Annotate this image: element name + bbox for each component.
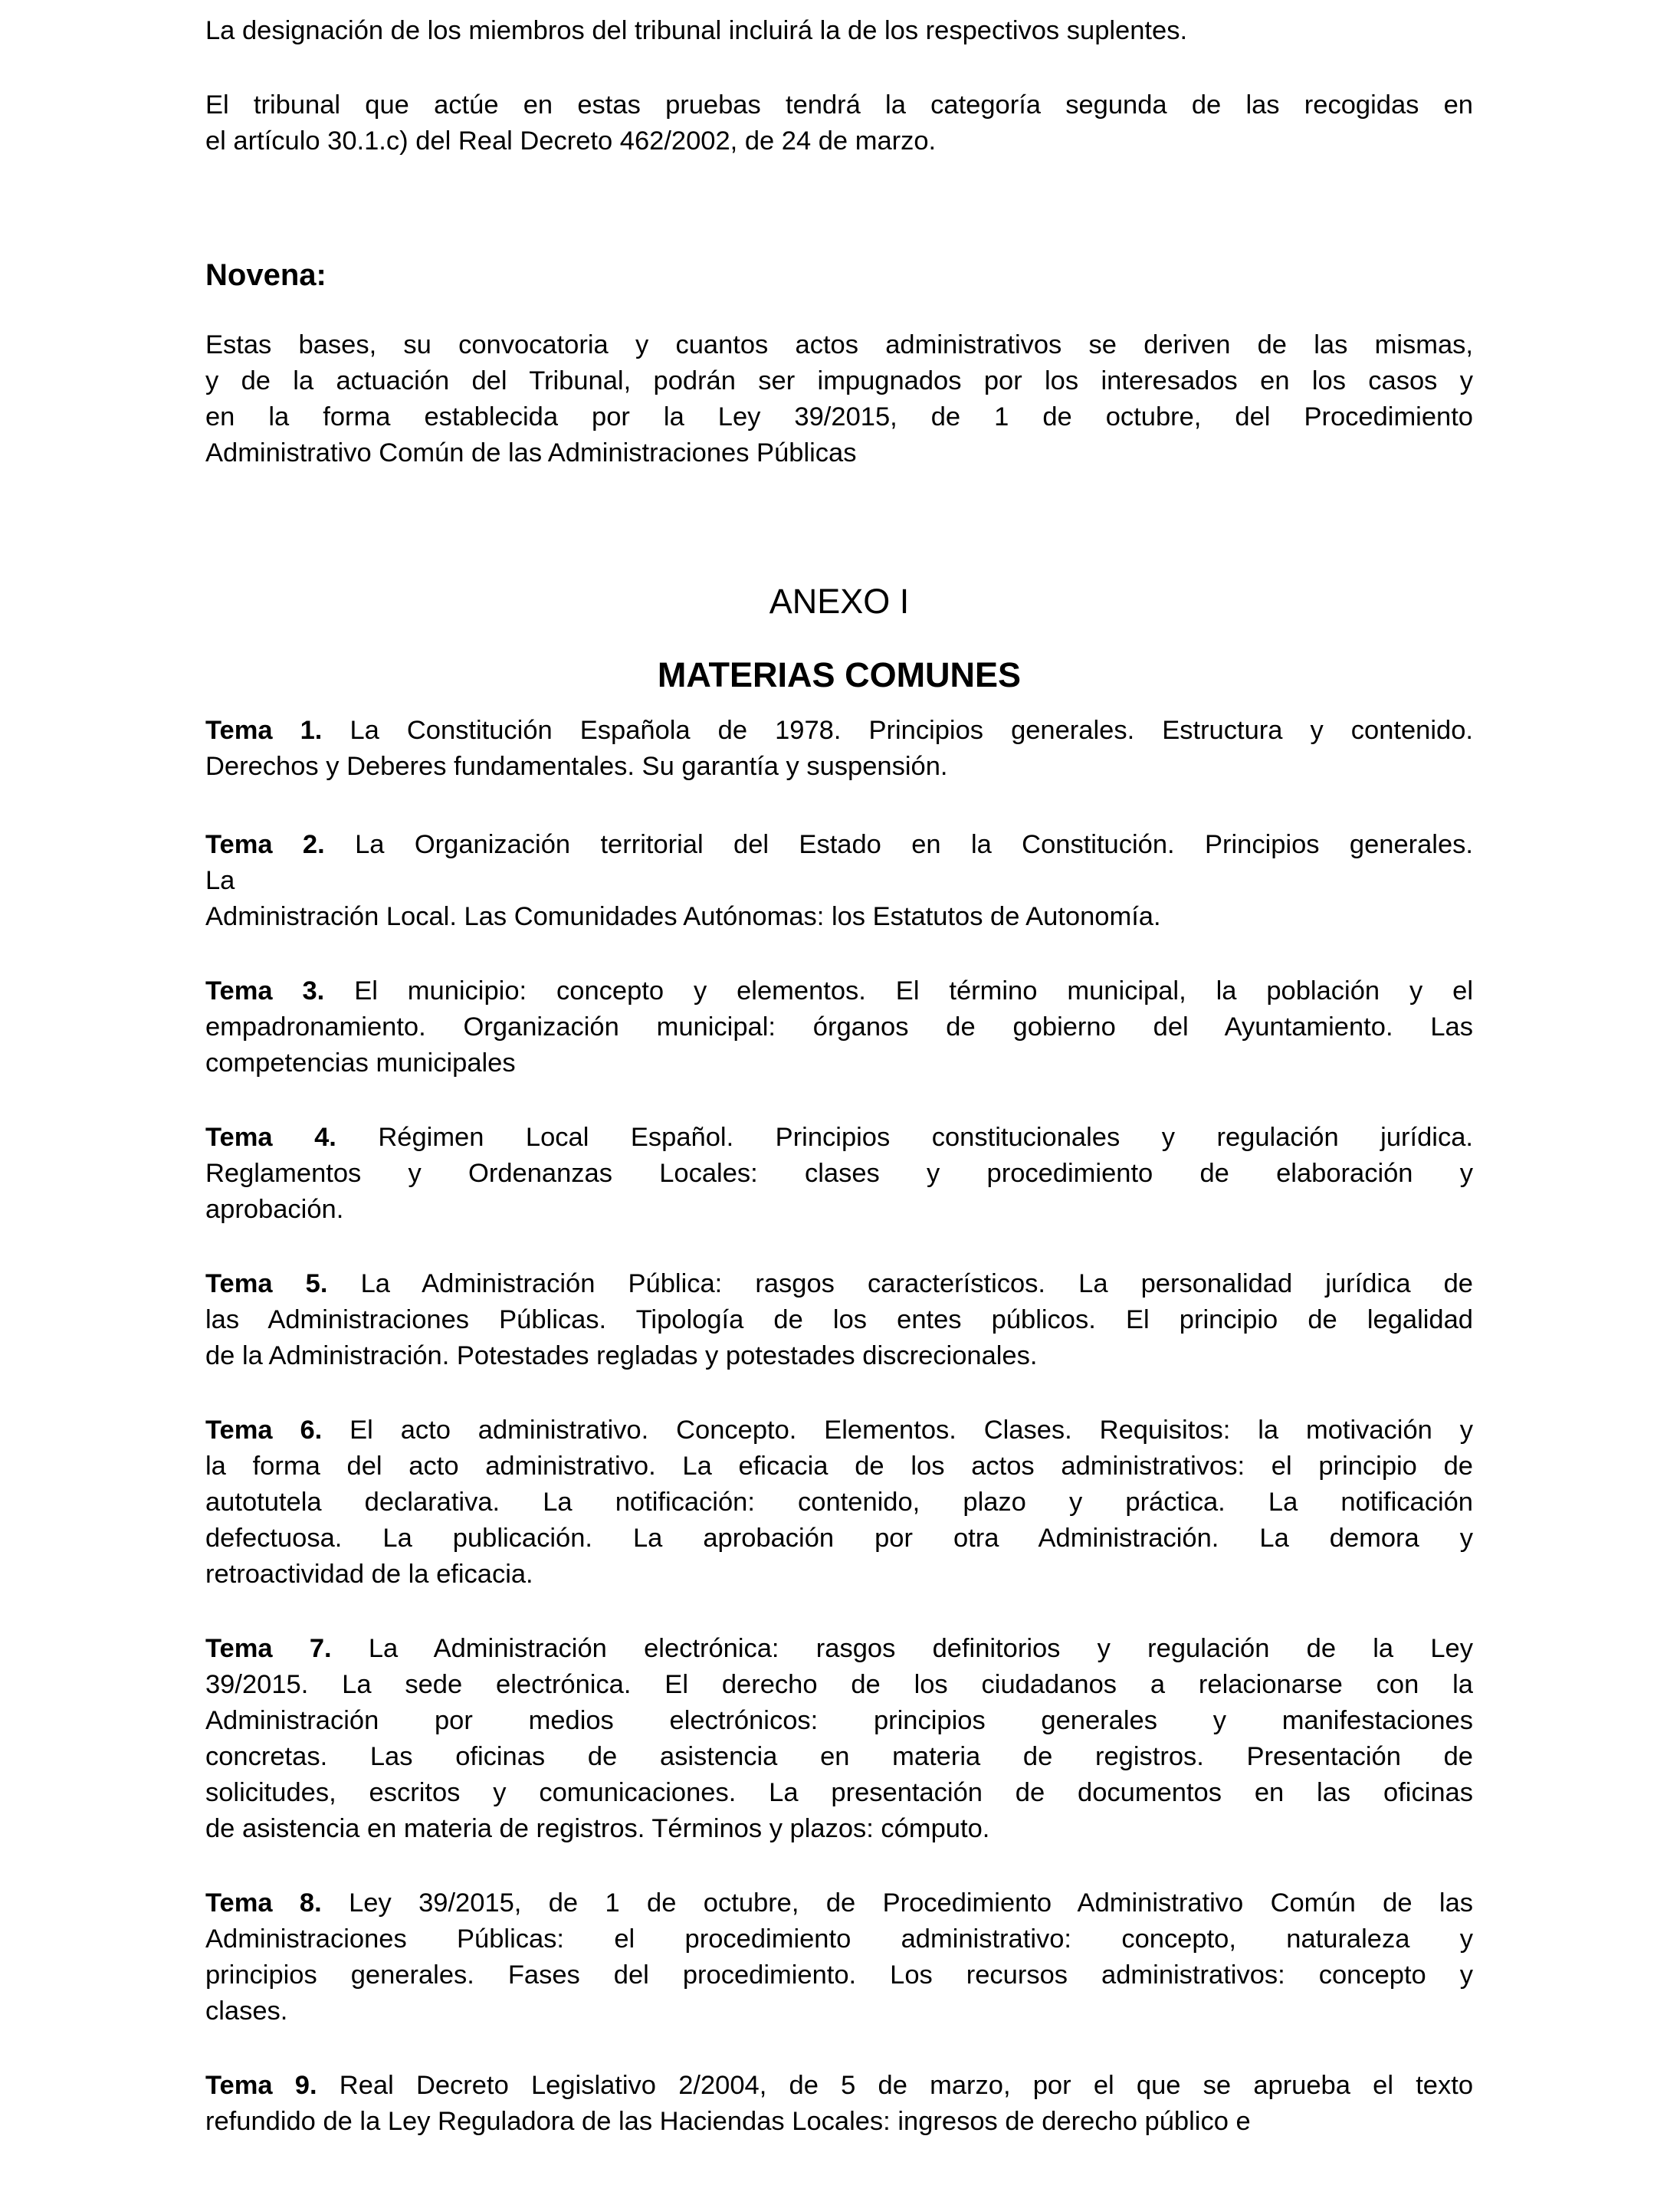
tema-9-label: Tema 9. [205, 2071, 317, 2100]
tema-paragraph-8 [205, 1885, 1473, 2029]
tema-4-text: Régimen Local Español. Principios constitucionales y regulación jurídica. [378, 1123, 1473, 1152]
tema-7-label: Tema 7. [205, 1634, 332, 1663]
tema-2-text: La Organización territorial del Estado en la Constitución. Principios generales. [355, 830, 1473, 859]
text-line: El tribunal que actúe en estas pruebas tendrá la categoría segunda de las recogidas en [205, 90, 1473, 120]
tema-3-text: El municipio: concepto y elementos. El término municipal, la población y el [354, 976, 1474, 1006]
tema-7-text: La Administración electrónica: rasgos definitorios y regulación de la Ley [368, 1634, 1473, 1663]
tema-paragraph-7 [205, 1631, 1473, 1847]
tema-5-text: La Administración Pública: rasgos característicos. La personalidad jurídica de [360, 1269, 1473, 1298]
tema-paragraph-9 [205, 2068, 1473, 2140]
text-line: Administrativo Común de las Administraciones Públicas [205, 438, 857, 468]
intro-paragraph-2 [205, 87, 1473, 159]
tema-2-label: Tema 2. [205, 830, 325, 859]
text-line [205, 713, 1473, 749]
tema-3-label: Tema 3. [205, 976, 325, 1006]
text-line: 39/2015. La sede electrónica. El derecho de los ciudadanos a relacionarse con la [205, 1670, 1473, 1699]
tema-1-text: La Constitución Española de 1978. Principios generales. Estructura y contenido. [349, 716, 1473, 745]
text-line: y de la actuación del Tribunal, podrán ser impugnados por los interesados en los casos y [205, 366, 1473, 395]
text-line: de la Administración. Potestades regladas y potestades discrecionales. [205, 1341, 1038, 1370]
text-line: de asistencia en materia de registros. Términos y plazos: cómputo. [205, 1814, 990, 1843]
text-line: la forma del acto administrativo. La eficacia de los actos administrativos: el principio de [205, 1452, 1473, 1481]
text-line [205, 1631, 1473, 1667]
materias-comunes-subtitle: MATERIAS COMUNES [657, 655, 1022, 694]
text-line: en la forma establecida por la Ley 39/2015, de 1 de octubre, del Procedimiento [205, 402, 1473, 431]
text-line: Derechos y Deberes fundamentales. Su garantía y suspensión. [205, 752, 948, 781]
tema-paragraph-6 [205, 1412, 1473, 1593]
text-line [205, 973, 1473, 1009]
novena-paragraph [205, 327, 1473, 471]
text-line: refundido de la Ley Reguladora de las Haciendas Locales: ingresos de derecho público e [205, 2107, 1251, 2136]
text-line: Reglamentos y Ordenanzas Locales: clases y procedimiento de elaboración y [205, 1159, 1473, 1188]
tema-4-label: Tema 4. [205, 1123, 336, 1152]
intro-paragraph-1 [205, 13, 1473, 49]
text-line: retroactividad de la eficacia. [205, 1560, 533, 1589]
text-line: La designación de los miembros del tribunal incluirá la de los respectivos suplentes. [205, 16, 1188, 45]
tema-paragraph-1 [205, 713, 1473, 785]
text-line: las Administraciones Públicas. Tipología de los entes públicos. El principio de legalidad [205, 1305, 1473, 1334]
tema-9-text: Real Decreto Legislativo 2/2004, de 5 de marzo, por el que se aprueba el texto [339, 2071, 1474, 2100]
text-line: concretas. Las oficinas de asistencia en materia de registros. Presentación de [205, 1742, 1473, 1771]
text-line: Estas bases, su convocatoria y cuantos actos administrativos se deriven de las mismas, [205, 330, 1473, 359]
tema-8-text: Ley 39/2015, de 1 de octubre, de Procedimiento Administrativo Común de las [349, 1888, 1474, 1918]
tema-paragraph-2 [205, 827, 1473, 935]
tema-8-label: Tema 8. [205, 1888, 322, 1918]
text-line: empadronamiento. Organización municipal: órganos de gobierno del Ayuntamiento. Las [205, 1012, 1473, 1042]
text-line: Administraciones Públicas: el procedimiento administrativo: concepto, naturaleza y [205, 1924, 1473, 1954]
tema-paragraph-4 [205, 1120, 1473, 1228]
tema-5-label: Tema 5. [205, 1269, 328, 1298]
document-content [205, 0, 1473, 2140]
text-line: el artículo 30.1.c) del Real Decreto 462/2002, de 24 de marzo. [205, 126, 937, 156]
text-line [205, 827, 1473, 863]
text-line [205, 1412, 1473, 1449]
text-line: aprobación. [205, 1195, 344, 1224]
text-line [205, 1266, 1473, 1302]
tema-1-label: Tema 1. [205, 716, 323, 745]
tema-6-label: Tema 6. [205, 1416, 323, 1445]
tema-paragraph-5 [205, 1266, 1473, 1374]
text-line [205, 1885, 1473, 1921]
text-line: clases. [205, 1996, 288, 2026]
text-line: autotutela declarativa. La notificación: contenido, plazo y práctica. La notificación [205, 1488, 1473, 1517]
text-line [205, 2068, 1473, 2104]
text-line: defectuosa. La publicación. La aprobación por otra Administración. La demora y [205, 1524, 1473, 1553]
text-line: Administración Local. Las Comunidades Autónomas: los Estatutos de Autonomía. [205, 902, 1161, 931]
novena-heading: Novena: [205, 258, 326, 292]
text-line [205, 1120, 1473, 1156]
tema-paragraph-3 [205, 973, 1473, 1081]
text-line: competencias municipales [205, 1048, 516, 1078]
text-line: Administración por medios electrónicos: principios generales y manifestaciones [205, 1706, 1473, 1735]
tema-6-text: El acto administrativo. Concepto. Elementos. Clases. Requisitos: la motivación y [349, 1416, 1473, 1445]
text-line: La [205, 866, 235, 895]
text-line: solicitudes, escritos y comunicaciones. La presentación de documentos en las oficinas [205, 1778, 1473, 1807]
text-line: principios generales. Fases del procedimiento. Los recursos administrativos: concepto y [205, 1960, 1473, 1990]
anexo-title: ANEXO I [769, 582, 910, 621]
